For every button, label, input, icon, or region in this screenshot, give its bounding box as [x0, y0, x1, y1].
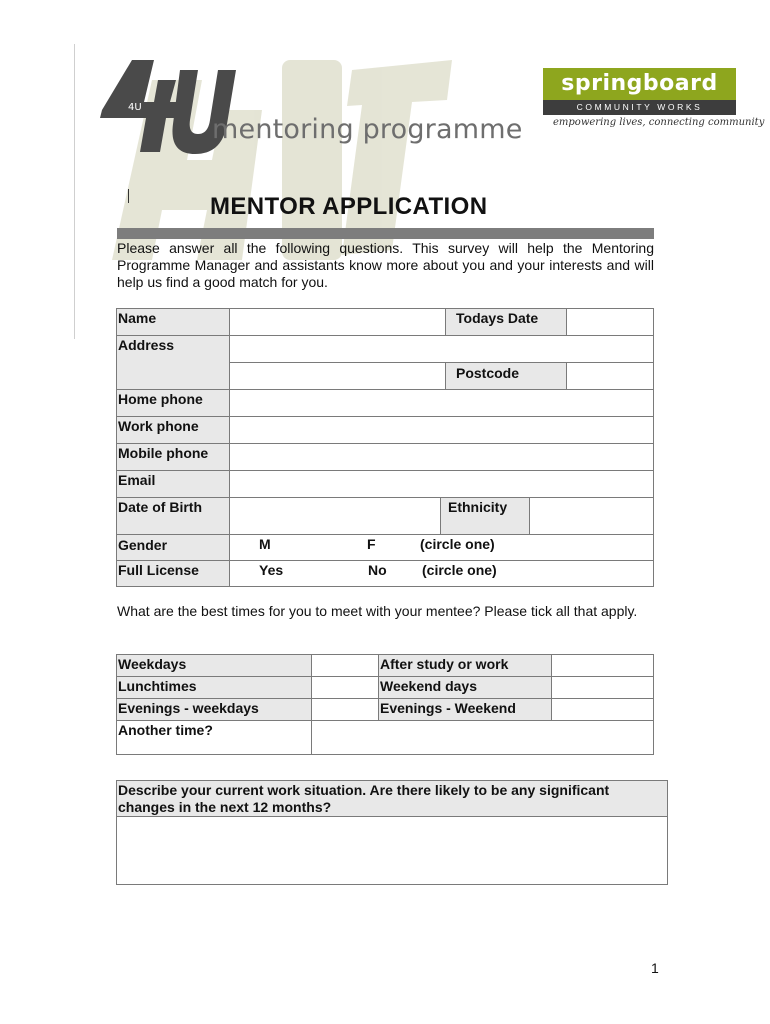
logo-brand-text: 4U — [128, 102, 142, 113]
work-question: Describe your current work situation. Are there likely to be any significant changes in the next 12 months? — [116, 780, 668, 817]
lunchtimes-label: Lunchtimes — [116, 676, 312, 699]
gender-field[interactable] — [229, 534, 654, 561]
mobile-phone-field[interactable] — [229, 443, 654, 471]
work-answer-field[interactable] — [116, 816, 668, 885]
work-phone-label: Work phone — [116, 416, 230, 444]
times-question: What are the best times for you to meet with your mentee? Please tick all that apply. — [117, 603, 638, 619]
weekdays-tick[interactable] — [311, 654, 379, 677]
email-label: Email — [116, 470, 230, 498]
license-option-no[interactable]: No — [368, 562, 387, 578]
address-field-line2[interactable] — [229, 362, 446, 390]
text-cursor — [128, 189, 129, 203]
page-number: 1 — [651, 960, 659, 976]
name-field[interactable] — [229, 308, 446, 336]
lunchtimes-tick[interactable] — [311, 676, 379, 699]
gender-option-m[interactable]: M — [259, 536, 271, 552]
license-field[interactable] — [229, 560, 654, 587]
after-study-tick[interactable] — [551, 654, 654, 677]
license-option-yes[interactable]: Yes — [259, 562, 284, 578]
evenings-weekend-label: Evenings - Weekend — [378, 698, 552, 721]
license-note: (circle one) — [422, 562, 497, 578]
ethnicity-field[interactable] — [529, 497, 654, 535]
work-phone-field[interactable] — [229, 416, 654, 444]
springboard-sub: COMMUNITY WORKS — [543, 100, 736, 115]
logo-programme-text: mentoring programme — [212, 114, 523, 145]
postcode-label: Postcode — [445, 362, 567, 390]
weekend-days-tick[interactable] — [551, 676, 654, 699]
weekend-days-label: Weekend days — [378, 676, 552, 699]
intro-paragraph: Please answer all the following questions. This survey will help the Mentoring Programme Manager and assistants know more about you and your interests and will help us find a good match for you. — [117, 240, 654, 290]
home-phone-label: Home phone — [116, 389, 230, 417]
evenings-weekdays-tick[interactable] — [311, 698, 379, 721]
license-label: Full License — [116, 560, 230, 587]
gender-option-f[interactable]: F — [367, 536, 376, 552]
gender-note: (circle one) — [420, 536, 495, 552]
dob-field[interactable] — [229, 497, 441, 535]
after-study-label: After study or work — [378, 654, 552, 677]
home-phone-field[interactable] — [229, 389, 654, 417]
page-margin-line — [74, 44, 75, 339]
ethnicity-label: Ethnicity — [440, 497, 530, 535]
address-field-line1[interactable] — [229, 335, 654, 363]
springboard-tagline: empowering lives, connecting community — [553, 117, 765, 128]
another-time-field[interactable] — [311, 720, 654, 755]
todays-date-field[interactable] — [566, 308, 654, 336]
email-field[interactable] — [229, 470, 654, 498]
another-time-label: Another time? — [116, 720, 312, 755]
title-rule — [117, 228, 654, 239]
address-label: Address — [116, 335, 230, 390]
evenings-weekdays-label: Evenings - weekdays — [116, 698, 312, 721]
postcode-field[interactable] — [566, 362, 654, 390]
evenings-weekend-tick[interactable] — [551, 698, 654, 721]
name-label: Name — [116, 308, 230, 336]
mobile-phone-label: Mobile phone — [116, 443, 230, 471]
gender-label: Gender — [116, 534, 230, 561]
weekdays-label: Weekdays — [116, 654, 312, 677]
dob-label: Date of Birth — [116, 497, 230, 535]
page-title: MENTOR APPLICATION — [210, 193, 488, 220]
todays-date-label: Todays Date — [445, 308, 567, 336]
springboard-logo — [543, 68, 736, 115]
springboard-name: springboard — [543, 68, 736, 100]
